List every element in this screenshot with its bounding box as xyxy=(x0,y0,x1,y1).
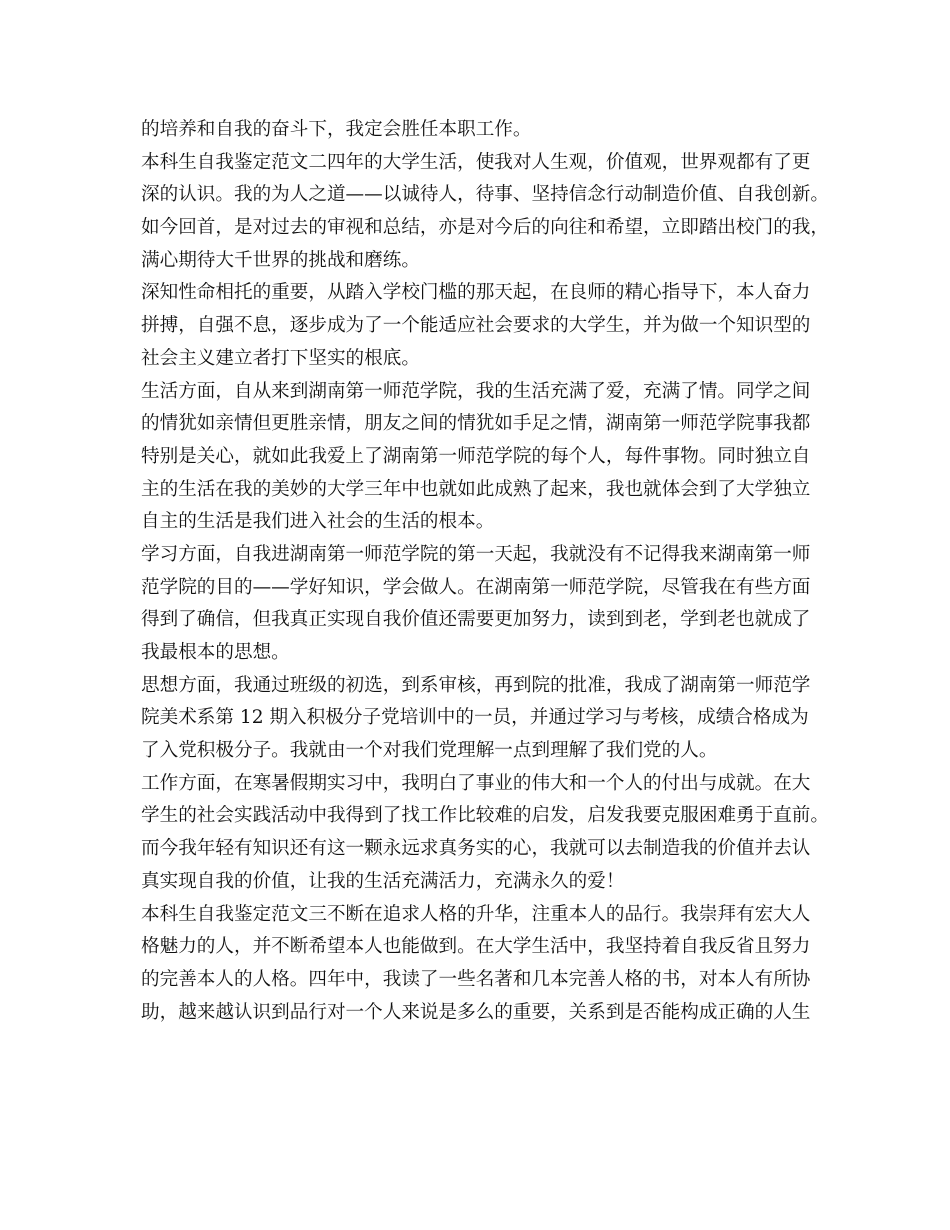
text-line: 本科生自我鉴定范文二四年的大学生活，使我对人生观，价值观，世界观都有了更 xyxy=(141,151,811,173)
text-line: 范学院的目的——学好知识，学会做人。在湖南第一师范学院，尽管我在有些方面 xyxy=(141,576,811,598)
text-line: 院美术系第 12 期入积极分子党培训中的一员，并通过学习与考核，成绩合格成为 xyxy=(141,707,809,729)
text-line: 的完善本人的人格。四年中，我读了一些名著和几本完善人格的书，对本人有所协 xyxy=(141,968,811,990)
document-body xyxy=(141,114,829,1029)
text-line: 真实现自我的价值，让我的生活充满活力，充满永久的爱！ xyxy=(141,870,625,892)
text-line: 拼搏，自强不息，逐步成为了一个能适应社会要求的大学生，并为做一个知识型的 xyxy=(141,315,811,337)
text-line: 本科生自我鉴定范文三不断在追求人格的升华，注重本人的品行。我崇拜有宏大人 xyxy=(141,903,811,925)
text-line: 学生的社会实践活动中我得到了找工作比较难的启发，启发我要克服困难勇于直前。 xyxy=(141,805,829,827)
text-line: 生活方面，自从来到湖南第一师范学院，我的生活充满了爱，充满了情。同学之间 xyxy=(141,380,811,402)
text-line: 特别是关心，就如此我爱上了湖南第一师范学院的每个人，每件事物。同时独立自 xyxy=(141,445,811,467)
text-line: 了入党积极分子。我就由一个对我们党理解一点到理解了我们党的人。 xyxy=(141,740,718,762)
text-line: 格魅力的人，并不断希望本人也能做到。在大学生活中，我坚持着自我反省且努力 xyxy=(141,936,811,958)
text-line: 工作方面，在寒暑假期实习中，我明白了事业的伟大和一个人的付出与成就。在大 xyxy=(141,772,811,794)
text-line: 的培养和自我的奋斗下，我定会胜任本职工作。 xyxy=(141,119,532,140)
text-line: 学习方面，自我进湖南第一师范学院的第一天起，我就没有不记得我来湖南第一师 xyxy=(141,543,811,565)
text-line: 社会主义建立者打下坚实的根底。 xyxy=(141,347,420,369)
text-line: 助，越来越认识到品行对一个人来说是多么的重要，关系到是否能构成正确的人生 xyxy=(141,1001,811,1023)
text-line: 得到了确信，但我真正实现自我价值还需要更加努力，读到到老，学到老也就成了 xyxy=(141,609,811,631)
text-line: 我最根本的思想。 xyxy=(141,642,290,663)
text-line: 如今回首，是对过去的审视和总结，亦是对今后的向往和希望，立即踏出校门的我， xyxy=(141,217,829,239)
text-line: 思想方面，我通过班级的初选，到系审核，再到院的批准，我成了湖南第一师范学 xyxy=(141,674,811,696)
text-line: 而今我年轻有知识还有这一颗永远求真务实的心，我就可以去制造我的价值并去认 xyxy=(141,838,811,860)
text-line: 主的生活在我的美妙的大学三年中也就如此成熟了起来，我也就体会到了大学独立 xyxy=(141,478,811,500)
text-line: 深知性命相托的重要，从踏入学校门槛的那天起，在良师的精心指导下，本人奋力 xyxy=(141,282,811,304)
text-line: 的情犹如亲情但更胜亲情，朋友之间的情犹如手足之情，湖南第一师范学院事我都 xyxy=(141,413,811,435)
text-line: 自主的生活是我们进入社会的生活的根本。 xyxy=(141,511,495,533)
text-line: 深的认识。我的为人之道——以诚待人，待事、坚持信念行动制造价值、自我创新。 xyxy=(141,184,829,206)
text-line: 满心期待大千世界的挑战和磨练。 xyxy=(141,249,420,271)
